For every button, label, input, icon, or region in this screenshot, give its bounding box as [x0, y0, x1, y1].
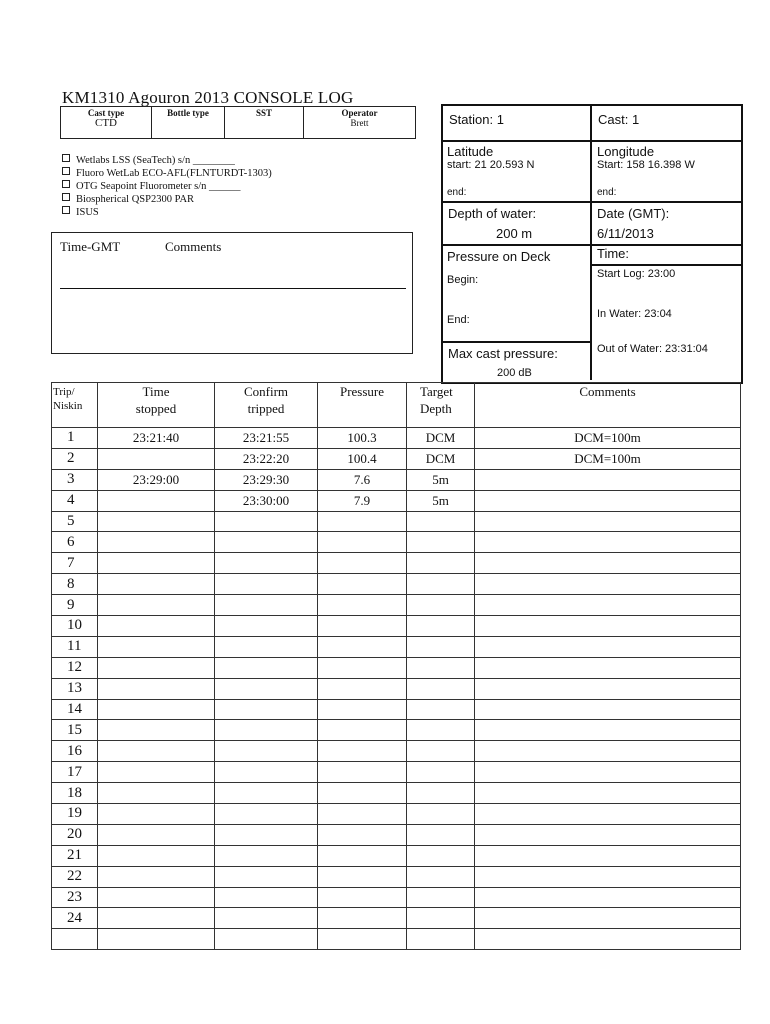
trip-cell[interactable]: 17 [52, 762, 98, 783]
comments-cell[interactable] [475, 866, 741, 887]
table-row [52, 595, 741, 616]
table-row [52, 428, 741, 449]
table-row [52, 448, 741, 469]
time-cell[interactable] [98, 616, 215, 637]
confirm-cell[interactable] [215, 824, 318, 845]
confirm-cell[interactable]: 23:29:30 [215, 469, 318, 490]
confirm-cell[interactable] [215, 929, 318, 950]
pressure-cell[interactable] [318, 762, 407, 783]
comments-header: Comments [475, 383, 741, 428]
table-row [52, 469, 741, 490]
pressure-cell[interactable]: 7.6 [318, 469, 407, 490]
time-cell[interactable] [98, 783, 215, 804]
confirm-cell[interactable] [215, 804, 318, 825]
time-cell[interactable] [98, 678, 215, 699]
target-cell[interactable] [407, 804, 475, 825]
table-row [52, 929, 741, 950]
comments-cell[interactable] [475, 845, 741, 866]
info-divider [443, 244, 741, 246]
comments-cell[interactable] [475, 804, 741, 825]
trip-cell[interactable]: 6 [52, 532, 98, 553]
trip-cell[interactable]: 15 [52, 720, 98, 741]
comments-cell[interactable] [475, 469, 741, 490]
pressure-cell[interactable]: 100.3 [318, 428, 407, 449]
niskin-log-table [51, 382, 741, 950]
confirm-cell[interactable] [215, 699, 318, 720]
trip-cell[interactable]: 22 [52, 866, 98, 887]
longitude-start-field[interactable]: Start: 158 16.398 W [597, 159, 695, 171]
pressure-begin-field[interactable]: Begin: [447, 274, 479, 286]
trip-cell[interactable]: 5 [52, 511, 98, 532]
table-row [52, 845, 741, 866]
time-cell[interactable]: 23:21:40 [98, 428, 215, 449]
comments-cell[interactable] [475, 511, 741, 532]
depth-of-water-label: Depth of water: [448, 206, 537, 221]
comments-cell[interactable] [475, 762, 741, 783]
pressure-cell[interactable]: 100.4 [318, 448, 407, 469]
pressure-end-field[interactable]: End: [447, 314, 470, 326]
cast-type-value: CTD [95, 117, 117, 129]
max-cast-pressure-value[interactable]: 200 dB [497, 367, 532, 379]
target-cell[interactable] [407, 741, 475, 762]
pressure-header: Pressure [318, 383, 407, 428]
confirm-cell[interactable] [215, 720, 318, 741]
instrument-item[interactable]: ISUS [62, 206, 272, 219]
trip-cell[interactable]: 3 [52, 469, 98, 490]
target-cell[interactable] [407, 574, 475, 595]
pressure-cell[interactable] [318, 845, 407, 866]
comments-cell[interactable]: DCM=100m [475, 428, 741, 449]
time-cell[interactable] [98, 824, 215, 845]
confirm-cell[interactable] [215, 636, 318, 657]
trip-cell[interactable]: 7 [52, 553, 98, 574]
pressure-cell[interactable] [318, 908, 407, 929]
page-title: KM1310 Agouron 2013 CONSOLE LOG [62, 88, 354, 107]
trip-cell[interactable]: 24 [52, 908, 98, 929]
time-stopped-header: Time stopped [98, 383, 215, 428]
trip-niskin-header: Trip/ Niskin [52, 383, 98, 428]
comments-cell[interactable] [475, 553, 741, 574]
pressure-cell[interactable] [318, 699, 407, 720]
time-comments-box[interactable] [51, 232, 413, 354]
checkbox-icon[interactable] [62, 206, 70, 214]
info-divider [590, 264, 741, 266]
confirm-cell[interactable] [215, 595, 318, 616]
table-row [52, 511, 741, 532]
pressure-on-deck-label: Pressure on Deck [447, 249, 551, 264]
target-cell[interactable] [407, 845, 475, 866]
confirm-cell[interactable]: 23:30:00 [215, 490, 318, 511]
time-cell[interactable] [98, 595, 215, 616]
target-cell[interactable] [407, 678, 475, 699]
time-cell[interactable] [98, 490, 215, 511]
time-cell[interactable] [98, 574, 215, 595]
time-cell[interactable] [98, 657, 215, 678]
latitude-start-field[interactable]: start: 21 20.593 N [447, 159, 535, 171]
checkbox-icon[interactable] [62, 193, 70, 201]
target-cell[interactable] [407, 511, 475, 532]
pressure-cell[interactable] [318, 595, 407, 616]
max-cast-pressure-label: Max cast pressure: [448, 346, 558, 361]
comments-cell[interactable] [475, 783, 741, 804]
latitude-label: Latitude [447, 144, 494, 159]
pressure-cell[interactable] [318, 866, 407, 887]
target-cell[interactable] [407, 616, 475, 637]
target-cell[interactable] [407, 553, 475, 574]
time-cell[interactable] [98, 762, 215, 783]
confirm-cell[interactable] [215, 845, 318, 866]
target-cell[interactable] [407, 929, 475, 950]
bottle-type-label: Bottle type [167, 108, 209, 118]
out-of-water-field[interactable]: Out of Water: 23:31:04 [597, 343, 708, 355]
confirm-cell[interactable] [215, 616, 318, 637]
pressure-cell[interactable] [318, 511, 407, 532]
longitude-label: Longitude [597, 144, 655, 159]
sst-label: SST [255, 108, 272, 118]
trip-cell[interactable]: 19 [52, 804, 98, 825]
comments-cell[interactable] [475, 574, 741, 595]
pressure-cell[interactable] [318, 553, 407, 574]
confirm-cell[interactable] [215, 741, 318, 762]
info-divider [443, 341, 591, 343]
table-row [52, 824, 741, 845]
trip-cell[interactable]: 13 [52, 678, 98, 699]
comment-rule [60, 288, 406, 289]
target-depth-header: Target Depth [407, 383, 475, 428]
table-row [52, 616, 741, 637]
target-cell[interactable]: DCM [407, 428, 475, 449]
trip-cell[interactable]: 4 [52, 490, 98, 511]
longitude-end-field[interactable]: end: [597, 187, 617, 198]
target-cell[interactable] [407, 762, 475, 783]
trip-cell[interactable]: 2 [52, 448, 98, 469]
pressure-cell[interactable] [318, 532, 407, 553]
info-divider [590, 106, 592, 380]
trip-cell[interactable]: 23 [52, 887, 98, 908]
target-cell[interactable] [407, 595, 475, 616]
checkbox-icon[interactable] [62, 167, 70, 175]
trip-cell[interactable]: 16 [52, 741, 98, 762]
comments-cell[interactable] [475, 678, 741, 699]
trip-cell[interactable]: 9 [52, 595, 98, 616]
operator-cell[interactable] [304, 107, 416, 139]
checkbox-icon[interactable] [62, 180, 70, 188]
pressure-cell[interactable]: 7.9 [318, 490, 407, 511]
target-cell[interactable] [407, 699, 475, 720]
time-cell[interactable] [98, 553, 215, 574]
confirm-cell[interactable] [215, 511, 318, 532]
trip-cell[interactable]: 18 [52, 783, 98, 804]
pressure-cell[interactable] [318, 929, 407, 950]
instrument-item[interactable]: Wetlabs LSS (SeaTech) s/n ________ [62, 154, 272, 167]
instrument-item[interactable]: Fluoro WetLab ECO-AFL(FLNTURDT-1303) [62, 167, 272, 180]
info-divider [443, 140, 741, 142]
target-cell[interactable]: DCM [407, 448, 475, 469]
confirm-cell[interactable]: 23:22:20 [215, 448, 318, 469]
target-cell[interactable] [407, 908, 475, 929]
pressure-cell[interactable] [318, 720, 407, 741]
confirm-tripped-header: Confirm tripped [215, 383, 318, 428]
date-gmt-value[interactable]: 6/11/2013 [597, 226, 654, 241]
cast-header-table [60, 106, 416, 139]
instrument-item[interactable]: OTG Seapoint Fluorometer s/n ______ [62, 180, 272, 193]
target-cell[interactable] [407, 887, 475, 908]
confirm-cell[interactable] [215, 866, 318, 887]
in-water-field[interactable]: In Water: 23:04 [597, 308, 672, 320]
pressure-cell[interactable] [318, 678, 407, 699]
pressure-cell[interactable] [318, 741, 407, 762]
trip-cell[interactable] [52, 929, 98, 950]
log-header-row [52, 383, 741, 428]
time-cell[interactable] [98, 845, 215, 866]
target-cell[interactable]: 5m [407, 490, 475, 511]
time-cell[interactable] [98, 804, 215, 825]
time-label: Time: [597, 246, 630, 261]
info-divider [443, 201, 741, 203]
time-gmt-label: Time-GMT [60, 239, 121, 254]
checkbox-icon[interactable] [62, 154, 70, 162]
table-row [52, 553, 741, 574]
target-cell[interactable] [407, 783, 475, 804]
table-row [52, 490, 741, 511]
station-field[interactable]: Station: 1 [449, 112, 504, 127]
target-cell[interactable] [407, 866, 475, 887]
depth-of-water-value[interactable]: 200 m [496, 226, 533, 241]
target-cell[interactable] [407, 720, 475, 741]
target-cell[interactable] [407, 636, 475, 657]
pressure-cell[interactable] [318, 636, 407, 657]
comments-cell[interactable] [475, 908, 741, 929]
confirm-cell[interactable] [215, 678, 318, 699]
comments-label: Comments [165, 239, 222, 254]
comments-cell[interactable] [475, 741, 741, 762]
time-cell[interactable] [98, 887, 215, 908]
table-row [52, 783, 741, 804]
table-row [52, 720, 741, 741]
confirm-cell[interactable] [215, 657, 318, 678]
pressure-cell[interactable] [318, 783, 407, 804]
pressure-cell[interactable] [318, 824, 407, 845]
table-row [52, 908, 741, 929]
table-row [52, 741, 741, 762]
table-row [52, 762, 741, 783]
table-row [52, 532, 741, 553]
time-cell[interactable] [98, 929, 215, 950]
table-row [52, 574, 741, 595]
trip-cell[interactable]: 20 [52, 824, 98, 845]
table-row [52, 657, 741, 678]
comments-cell[interactable]: DCM=100m [475, 448, 741, 469]
time-cell[interactable] [98, 720, 215, 741]
trip-cell[interactable]: 12 [52, 657, 98, 678]
table-row [52, 804, 741, 825]
trip-cell[interactable]: 8 [52, 574, 98, 595]
comments-cell[interactable] [475, 616, 741, 637]
comments-cell[interactable] [475, 657, 741, 678]
comments-cell[interactable] [475, 887, 741, 908]
start-log-field[interactable]: Start Log: 23:00 [597, 268, 676, 280]
comments-cell[interactable] [475, 699, 741, 720]
operator-label: Operator [341, 108, 378, 118]
confirm-cell[interactable]: 23:21:55 [215, 428, 318, 449]
time-cell[interactable]: 23:29:00 [98, 469, 215, 490]
confirm-cell[interactable] [215, 553, 318, 574]
time-cell[interactable] [98, 741, 215, 762]
latitude-end-field[interactable]: end: [447, 187, 467, 198]
time-cell[interactable] [98, 532, 215, 553]
confirm-cell[interactable] [215, 532, 318, 553]
comments-cell[interactable] [475, 720, 741, 741]
table-row [52, 887, 741, 908]
operator-value: Brett [350, 118, 369, 128]
comments-cell[interactable] [475, 595, 741, 616]
cast-type-cell[interactable] [61, 107, 152, 139]
time-cell[interactable] [98, 511, 215, 532]
station-info-box [441, 104, 743, 384]
table-row [52, 678, 741, 699]
instrument-checklist [62, 154, 272, 219]
sst-cell[interactable] [225, 107, 304, 139]
time-cell[interactable] [98, 908, 215, 929]
confirm-cell[interactable] [215, 574, 318, 595]
comments-cell[interactable] [475, 636, 741, 657]
time-cell[interactable] [98, 636, 215, 657]
trip-cell[interactable]: 10 [52, 616, 98, 637]
table-row [52, 699, 741, 720]
pressure-cell[interactable] [318, 804, 407, 825]
comments-cell[interactable] [475, 490, 741, 511]
time-cell[interactable] [98, 866, 215, 887]
instrument-item[interactable]: Biospherical QSP2300 PAR [62, 193, 272, 206]
trip-cell[interactable]: 1 [52, 428, 98, 449]
target-cell[interactable]: 5m [407, 469, 475, 490]
confirm-cell[interactable] [215, 887, 318, 908]
pressure-cell[interactable] [318, 657, 407, 678]
trip-cell[interactable]: 14 [52, 699, 98, 720]
trip-cell[interactable]: 11 [52, 636, 98, 657]
pressure-cell[interactable] [318, 574, 407, 595]
date-gmt-label: Date (GMT): [597, 206, 670, 221]
target-cell[interactable] [407, 532, 475, 553]
target-cell[interactable] [407, 657, 475, 678]
bottle-type-cell[interactable] [152, 107, 225, 139]
comments-cell[interactable] [475, 824, 741, 845]
pressure-cell[interactable] [318, 616, 407, 637]
confirm-cell[interactable] [215, 908, 318, 929]
target-cell[interactable] [407, 824, 475, 845]
table-row [52, 866, 741, 887]
cast-field[interactable]: Cast: 1 [598, 112, 640, 127]
table-row [52, 636, 741, 657]
cast-type-label: Cast type [87, 108, 125, 118]
time-cell[interactable] [98, 448, 215, 469]
comments-cell[interactable] [475, 929, 741, 950]
pressure-cell[interactable] [318, 887, 407, 908]
confirm-cell[interactable] [215, 762, 318, 783]
comments-cell[interactable] [475, 532, 741, 553]
trip-cell[interactable]: 21 [52, 845, 98, 866]
time-cell[interactable] [98, 699, 215, 720]
confirm-cell[interactable] [215, 783, 318, 804]
